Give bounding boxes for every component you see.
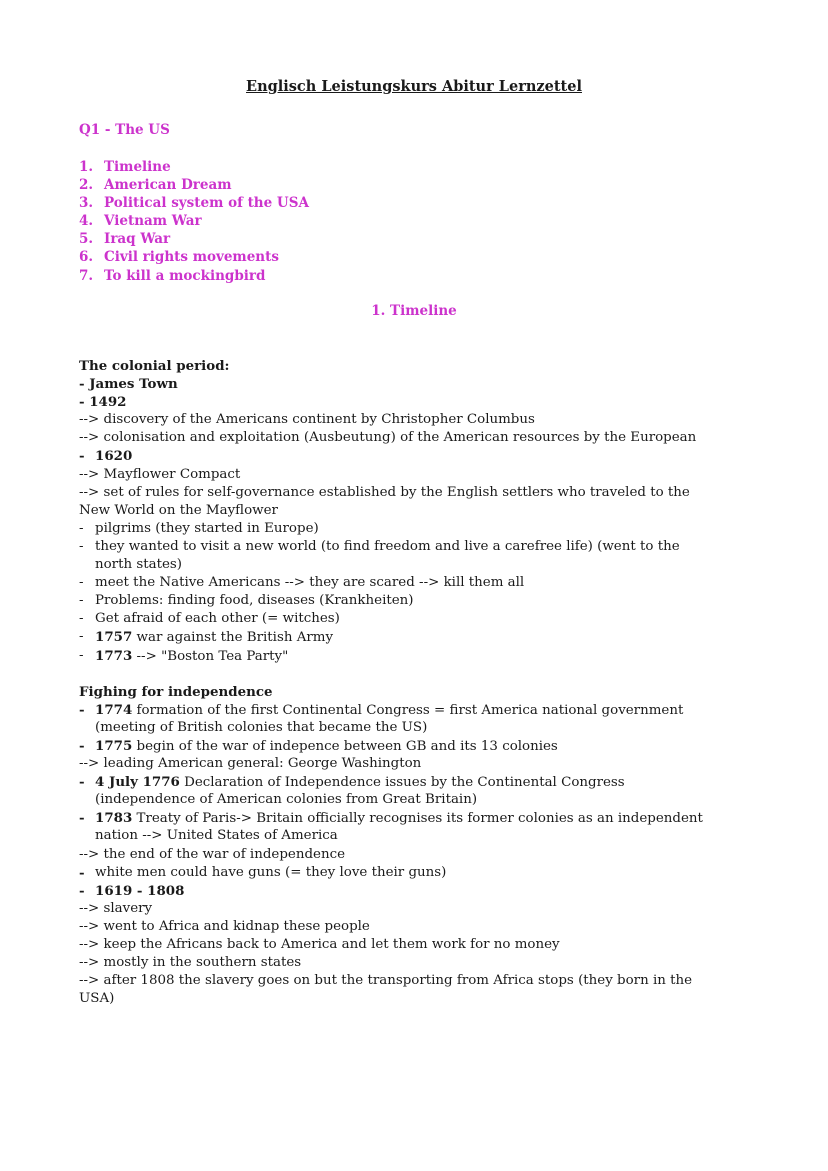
independence-heading: Fighing for independence [79,683,273,700]
table-of-contents [79,158,309,285]
bullet-item: - 1773 --> "Boston Tea Party" [79,647,289,664]
bullet-item: - 1620 [79,448,133,465]
toc-item: 7. To kill a mockingbird [79,267,266,284]
text-line: --> leading American general: George Washington [79,756,422,772]
text-line: --> after 1808 the slavery goes on but the transporting from Africa stops (they born in the [79,973,693,989]
text-line: --> set of rules for self-governance established by the English settlers who traveled to the [79,484,690,500]
bullet-item: - Get afraid of each other (= witches) [79,611,340,627]
bullet-item: - white men could have guns (= they love their guns) [79,864,447,881]
bullet-item: - 4 July 1776 Declaration of Independence issues by the Continental Congress [79,774,625,791]
colonial-item: - James Town [79,376,178,393]
timeline-heading: 1. Timeline [371,303,457,319]
colonial-item: - 1492 [79,394,127,411]
toc-item: 3. Political system of the USA [79,195,309,212]
toc-item: 6. Civil rights movements [79,249,279,266]
bullet-continuation: north states) [95,557,182,573]
bullet-continuation: (independence of American colonies from Great Britain) [95,792,478,808]
timeline-body [79,357,749,1008]
text-line: --> discovery of the Americans continent by Christopher Columbus [79,412,535,428]
text-line: --> slavery [79,900,153,916]
bullet-item: - 1619 - 1808 [79,882,185,899]
bullet-item: - 1774 formation of the first Continental Congress = first America national government [79,701,684,718]
toc-item: 2. American Dream [79,177,232,194]
text-line: --> keep the Africans back to America and let them work for no money [79,937,560,952]
text-line: New World on the Mayflower [79,502,278,518]
text-line: --> colonisation and exploitation (Ausbeutung) of the American resources by the European [79,430,697,446]
bullet-item: - meet the Native Americans --> they are scared --> kill them all [79,575,525,591]
toc-item: 5. Iraq War [79,231,171,248]
text-line: --> mostly in the southern states [79,955,302,971]
bullet-continuation: nation --> United States of America [95,828,338,844]
text-line: --> went to Africa and kidnap these people [79,918,370,934]
bullet-continuation: (meeting of British colonies that became the US) [95,719,428,735]
text-line: --> Mayflower Compact [79,466,241,482]
colonial-heading: The colonial period: [79,358,230,374]
bullet-item: - 1775 begin of the war of indepence between GB and its 13 colonies [79,737,558,754]
bullet-item: - pilgrims (they started in Europe) [79,520,319,536]
text-line: --> the end of the war of independence [79,846,345,862]
bullet-item: - they wanted to visit a new world (to find freedom and live a carefree life) (went to the [79,538,680,554]
bullet-item: - Problems: finding food, diseases (Krankheiten) [79,593,414,609]
bullet-item: - 1757 war against the British Army [79,629,334,646]
section-heading: Q1 - The US [79,122,170,138]
text-line: USA) [79,991,115,1007]
toc-item: 4. Vietnam War [79,213,202,230]
document-title: Englisch Leistungskurs Abitur Lernzettel [246,78,582,95]
bullet-item: - 1783 Treaty of Paris-> Britain officially recognises its former colonies as an independent [79,810,703,827]
toc-item: 1. Timeline [79,159,171,175]
